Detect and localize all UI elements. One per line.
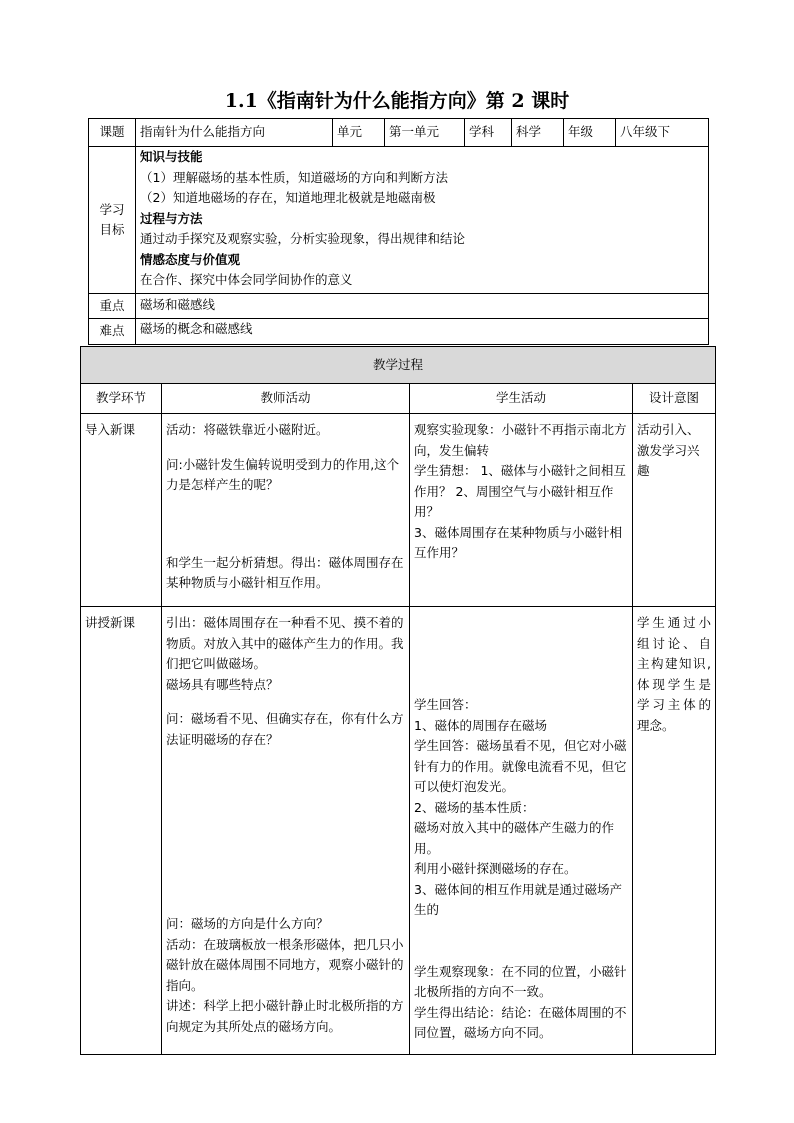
teacher-text: 和学生一起分析猜想。得出：磁体周围存在某种物质与小磁针相互作用。 [166,554,404,590]
intent-intro: 活动引入、激发学习兴趣 [633,414,716,607]
goal-item: （2）知道地磁场的存在，知道地理北极就是地磁南极 [140,190,436,205]
goals-label-line2: 目标 [99,222,125,237]
student-text: 学生得出结论：结论：在磁体周围的不同位置，磁场方向不同。 [414,1004,627,1040]
lesson-info-table [88,118,709,345]
teaching-process-table [80,346,716,1055]
student-text: 利用小磁针探测磁场的存在。 [414,861,577,876]
goals-content [136,147,709,294]
teacher-text: 问：磁场的方向是什么方向？ [166,916,329,931]
student-activity-new-lesson [410,607,633,1055]
student-text: 3、磁体周围存在某种物质与小磁针相互作用？ [414,524,622,560]
lesson-label: 课题 [89,119,136,147]
teacher-text: 活动：将磁铁靠近小磁附近。 [166,422,329,437]
goal-heading-attitude: 情感态度与价值观 [140,251,241,267]
teacher-text: 问:小磁针发生偏转说明受到力的作用,这个力是怎样产生的呢？ [166,456,400,492]
student-text: 1、磁体的周围存在磁场 [414,717,547,733]
col-student-header: 学生活动 [410,384,633,414]
student-text: 学生回答： [414,697,477,712]
goal-item: 在合作、探究中体会同学间协作的意义 [140,272,353,287]
lesson-value: 指南针为什么能指方向 [136,119,333,147]
difficult-point-label: 难点 [89,319,136,345]
subject-label: 学科 [465,119,512,147]
unit-label: 单元 [333,119,385,147]
teacher-activity-intro [162,414,410,607]
subject-value: 科学 [512,119,564,147]
col-stage-header: 教学环节 [81,384,162,414]
unit-value: 第一单元 [385,119,465,147]
teacher-text: 讲述：科学上把小磁针静止时北极所指的方向规定为其所处点的磁场方向。 [166,998,404,1034]
teacher-text: 磁场具有哪些特点？ [166,676,279,692]
stage-intro: 导入新课 [81,414,162,607]
goal-heading-knowledge: 知识与技能 [140,149,203,164]
goal-item: （1）理解磁场的基本性质，知道磁场的方向和判断方法 [140,169,448,185]
teacher-activity-new-lesson [162,607,410,1055]
col-teacher-header: 教师活动 [162,384,410,414]
grade-label: 年级 [564,119,616,147]
key-point-label: 重点 [89,294,136,319]
student-text: 3、磁体间的相互作用就是通过磁场产生的 [414,881,622,917]
student-text: 学生猜想： 1、磁体与小磁针之间相互作用？ 2、周围空气与小磁针相互作用？ [414,463,626,519]
teacher-text: 引出：磁体周围存在一种看不见、摸不着的物质。对放入其中的磁体产生力的作用。我们把它叫做磁场。 [166,615,404,671]
grade-value: 八年级下 [616,119,709,147]
process-header: 教学过程 [81,347,716,384]
stage-new-lesson: 讲授新课 [81,607,162,1055]
goals-label-line1: 学习 [99,201,125,217]
key-point-value: 磁场和磁感线 [136,294,709,319]
goals-label [89,147,136,294]
goal-item: 通过动手探究及观察实验，分析实验现象，得出规律和结论 [140,231,466,246]
teacher-text: 活动：在玻璃板放一根条形磁体，把几只小磁针放在磁体周围不同地方，观察小磁针的指向。 [166,936,404,993]
student-activity-intro [410,414,633,607]
student-text: 学生观察现象：在不同的位置，小磁针北极所指的方向不一致。 [414,963,627,999]
student-text: 学生回答：磁场虽看不见，但它对小磁针有力的作用。就像电流看不见，但它可以使灯泡发光。 [414,738,627,794]
col-intent-header: 设计意图 [633,384,716,414]
student-text: 磁场对放入其中的磁体产生磁力的作用。 [414,820,615,856]
intent-new-lesson: 学生通过小组讨论、自主构建知识,体现学生是学习主体的理念。 [633,607,716,1055]
student-text: 2、磁场的基本性质： [414,799,535,815]
page-title: 1.1《指南针为什么能指方向》第 2 课时 [224,90,570,112]
goal-heading-process: 过程与方法 [140,210,203,226]
difficult-point-value: 磁场的概念和磁感线 [136,319,709,345]
student-text: 观察实验现象：小磁针不再指示南北方向，发生偏转 [414,422,627,458]
teacher-text: 问：磁场看不见、但确实存在，你有什么方法证明磁场的存在？ [166,711,404,747]
